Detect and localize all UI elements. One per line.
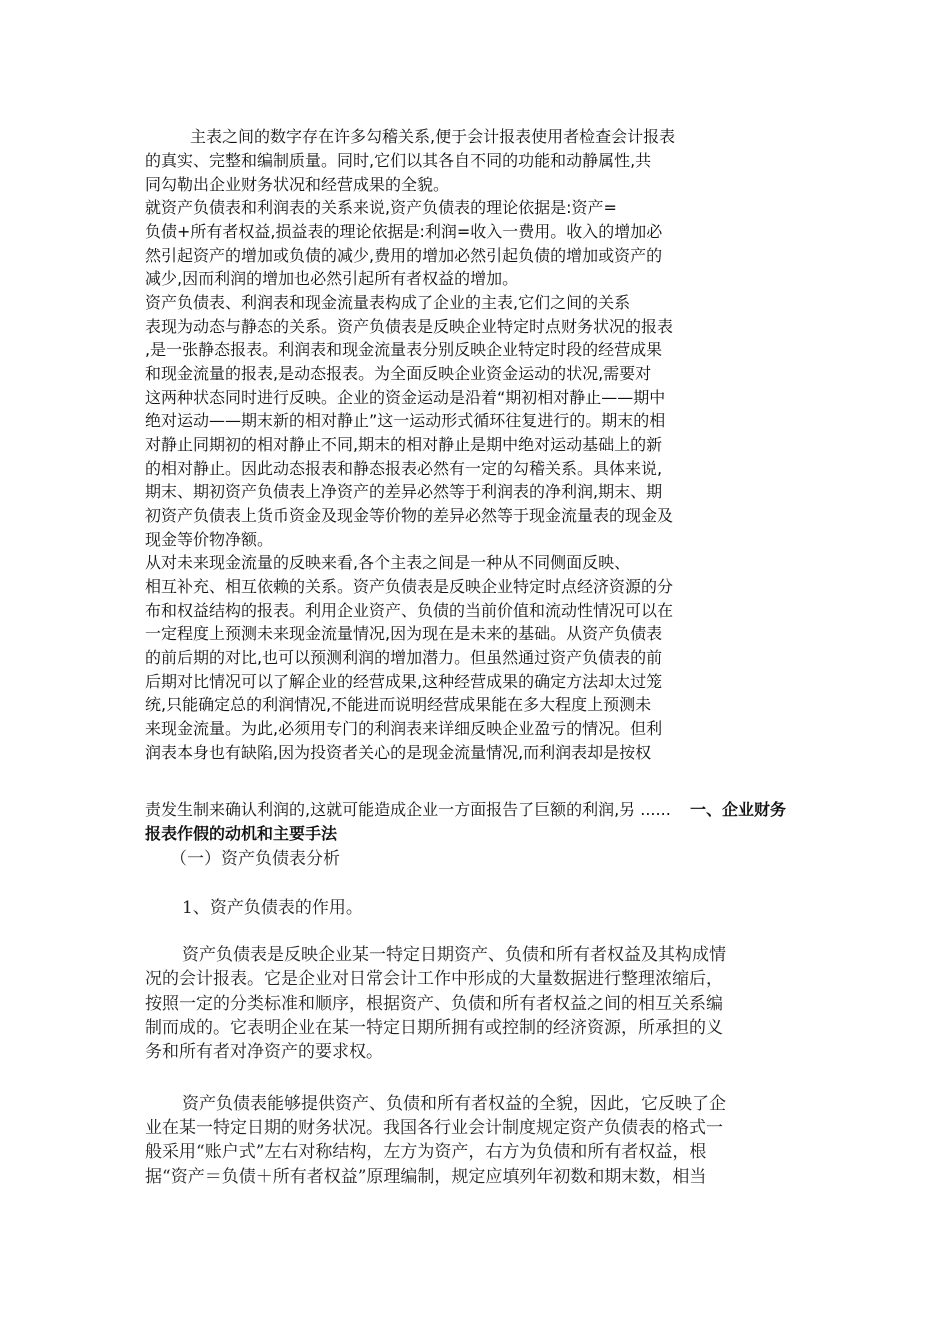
text-line: 资产负债表、利润表和现金流量表构成了企业的主表,它们之间的关系 xyxy=(145,293,631,312)
text-line: 减少,因而利润的增加也必然引起所有者权益的增加。 xyxy=(145,269,519,288)
text-line: 就资产负债表和利润表的关系来说,资产负债表的理论依据是:资产= xyxy=(145,198,617,217)
text-line: 况的会计报表。它是企业对日常会计工作中形成的大量数据进行整理浓缩后， xyxy=(145,969,723,989)
text-fragment: 责发生制来确认利润的,这就可能造成企业一方面报告了巨额的利润,另 ...... xyxy=(145,800,671,819)
text-line: 的相对静止。因此动态报表和静态报表必然有一定的勾稽关系。具体来说, xyxy=(145,459,663,478)
text-line: 相互补充、相互依赖的关系。资产负债表是反映企业特定时点经济资源的分 xyxy=(145,577,674,596)
text-line: 润表本身也有缺陷,因为投资者关心的是现金流量情况,而利润表却是按权 xyxy=(145,743,652,762)
text-line: 和现金流量的报表,是动态报表。为全面反映企业资金运动的状况,需要对 xyxy=(145,364,652,383)
heading-continuation: 报表作假的动机和主要手法 xyxy=(145,824,338,843)
text-line: 这两种状态同时进行反映。企业的资金运动是沿着“期初相对静止——期中 xyxy=(145,388,666,407)
heading-inline: 一、企业财务 xyxy=(690,800,787,819)
subsection-title: 1、资产负债表的作用。 xyxy=(182,898,363,918)
text-line: 一定程度上预测未来现金流量情况,因为现在是未来的基础。从资产负债表 xyxy=(145,624,663,643)
text-line: 同勾勒出企业财务状况和经营成果的全貌。 xyxy=(145,175,450,194)
text-line: 据“资产＝负债＋所有者权益”原理编制，规定应填列年初数和期末数，相当 xyxy=(145,1167,707,1187)
text-line: 的真实、完整和编制质量。同时,它们以其各自不同的功能和动静属性,共 xyxy=(145,151,652,170)
text-line: 从对未来现金流量的反映来看,各个主表之间是一种从不同侧面反映、 xyxy=(145,553,631,572)
text-line: ,是一张静态报表。利润表和现金流量表分别反映企业特定时段的经营成果 xyxy=(145,340,663,359)
text-line: 统,只能确定总的利润情况,不能进而说明经营成果能在多大程度上预测未 xyxy=(145,695,652,714)
text-line: 主表之间的数字存在许多勾稽关系,便于会计报表使用者检查会计报表 xyxy=(190,127,676,146)
text-line: 现金等价物净额。 xyxy=(145,530,274,549)
text-line: 初资产负债表上货币资金及现金等价物的差异必然等于现金流量表的现金及 xyxy=(145,506,674,525)
text-line: 绝对运动——期末新的相对静止”这一运动形式循环往复进行的。期末的相 xyxy=(145,411,666,430)
text-line: 对静止同期初的相对静止不同,期末的相对静止是期中绝对运动基础上的新 xyxy=(145,435,663,454)
text-line: 按照一定的分类标准和顺序，根据资产、负债和所有者权益之间的相互关系编 xyxy=(145,994,723,1014)
text-line: 制而成的。它表明企业在某一特定日期所拥有或控制的经济资源，所承担的义 xyxy=(145,1018,723,1038)
text-line: 务和所有者对净资产的要求权。 xyxy=(145,1042,383,1062)
text-line: 资产负债表是反映企业某一特定日期资产、负债和所有者权益及其构成情 xyxy=(182,945,726,965)
text-line: 负债+所有者权益,损益表的理论依据是:利润=收入一费用。收入的增加必 xyxy=(145,222,663,241)
text-line: 表现为动态与静态的关系。资产负债表是反映企业特定时点财务状况的报表 xyxy=(145,317,674,336)
text-line xyxy=(145,800,671,820)
text-line: 期末、期初资产负债表上净资产的差异必然等于利润表的净利润,期末、期 xyxy=(145,482,663,501)
text-line: 业在某一特定日期的财务状况。我国各行业会计制度规定资产负债表的格式一 xyxy=(145,1118,723,1138)
text-line: 资产负债表能够提供资产、负债和所有者权益的全貌，因此，它反映了企 xyxy=(182,1094,726,1114)
text-line: 来现金流量。为此,必须用专门的利润表来详细反映企业盈亏的情况。但利 xyxy=(145,719,663,738)
text-line: 然引起资产的增加或负债的减少,费用的增加必然引起负债的增加或资产的 xyxy=(145,246,663,265)
text-line: 的前后期的对比,也可以预测利润的增加潜力。但虽然通过资产负债表的前 xyxy=(145,648,663,667)
text-line: 布和权益结构的报表。利用企业资产、负债的当前价值和流动性情况可以在 xyxy=(145,601,674,620)
section-title: （一）资产负债表分析 xyxy=(170,849,340,869)
text-line: 般采用“账户式”左右对称结构，左方为资产，右方为负债和所有者权益，根 xyxy=(145,1142,707,1162)
text-line: 后期对比情况可以了解企业的经营成果,这种经营成果的确定方法却太过笼 xyxy=(145,672,663,691)
